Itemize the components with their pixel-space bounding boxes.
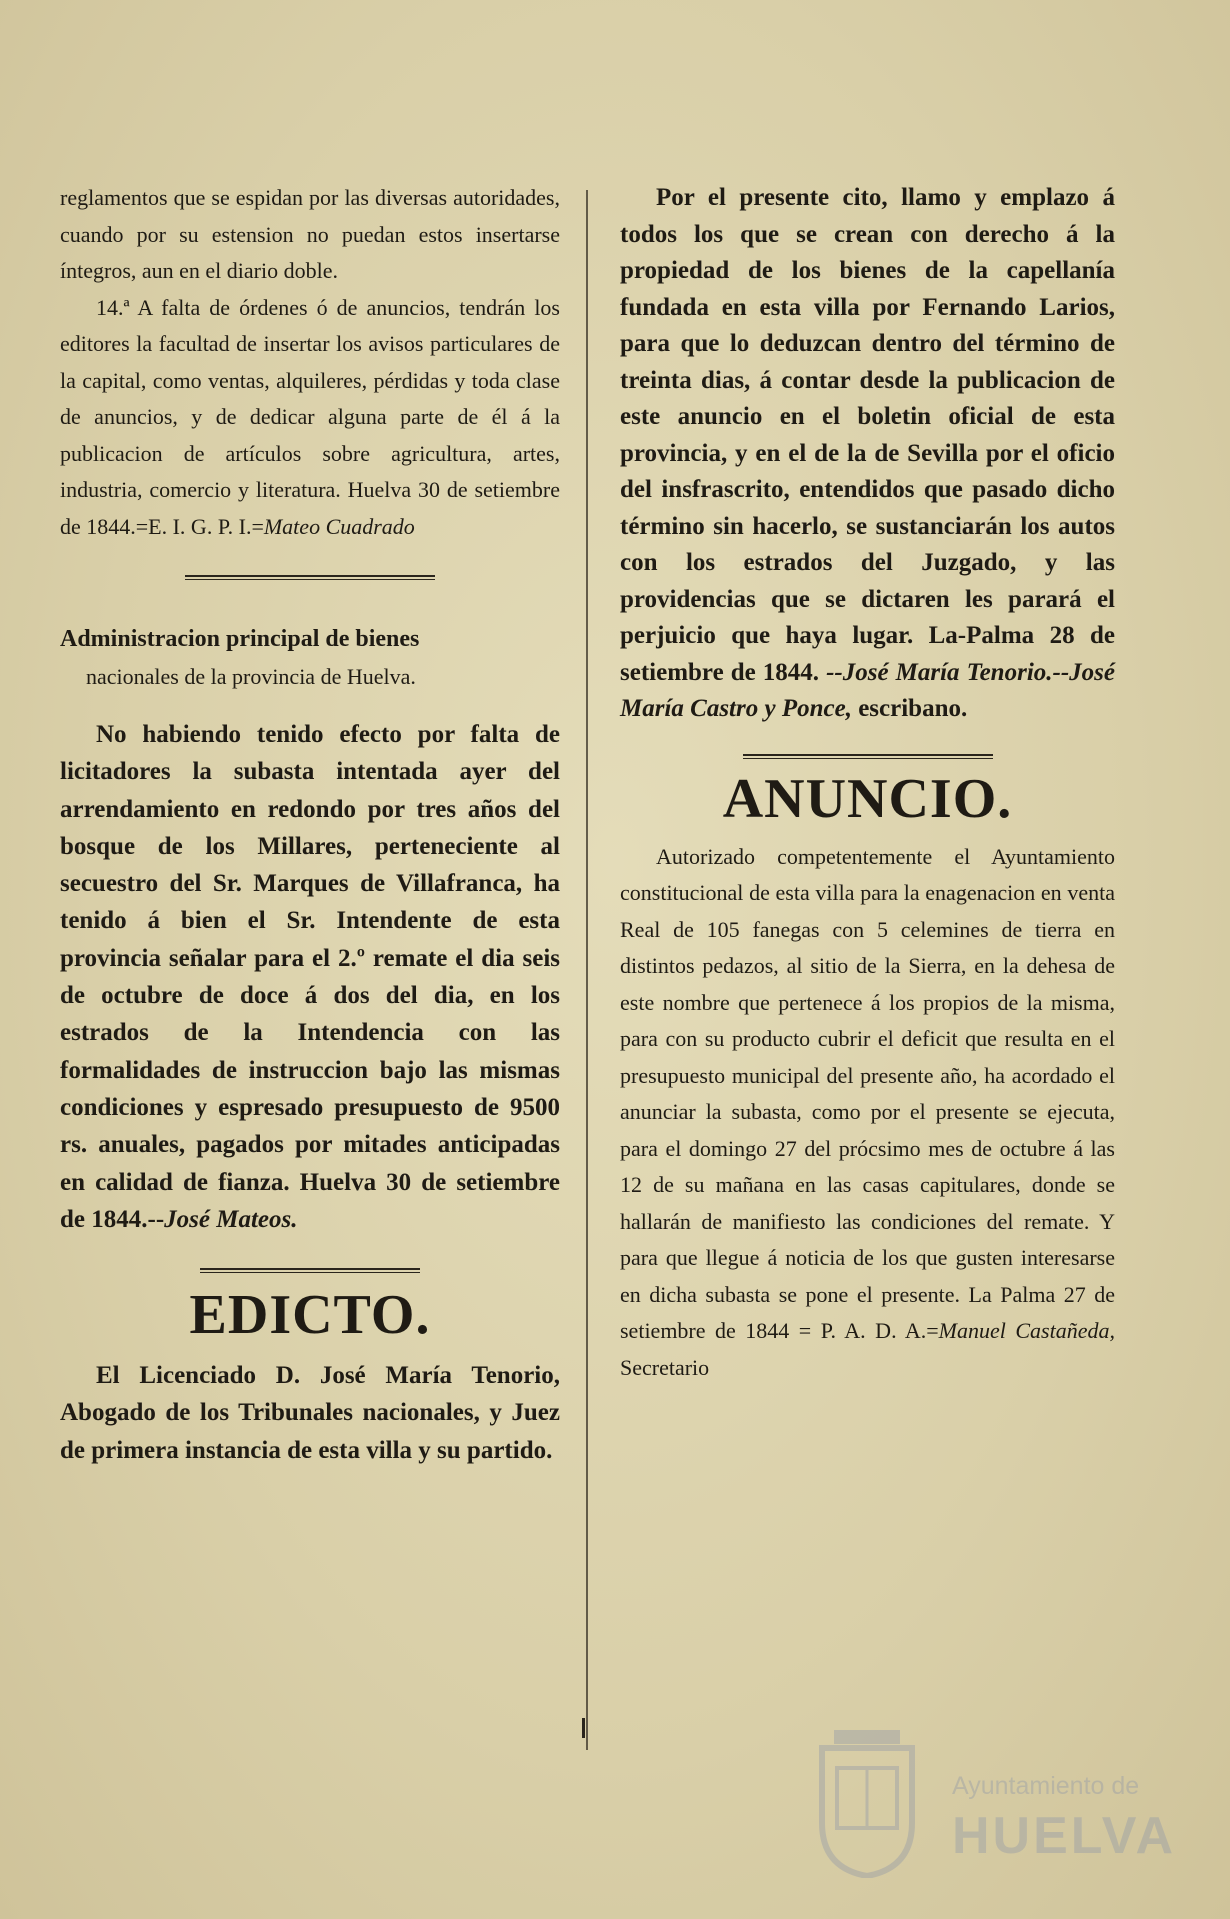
anuncio-signature: Manuel Castañeda, bbox=[938, 1318, 1115, 1343]
section-rule bbox=[185, 575, 435, 580]
watermark-line1: Ayuntamiento de bbox=[952, 1772, 1140, 1800]
edicto-title: EDICTO. bbox=[189, 1284, 431, 1347]
anuncio-signature-tail: Secretario bbox=[620, 1354, 710, 1380]
coat-of-arms-icon bbox=[812, 1728, 922, 1878]
admin-subtitle: nacionales de la provincia de Huelva. bbox=[86, 664, 416, 689]
admin-body bbox=[60, 716, 560, 1238]
admin-heading bbox=[60, 620, 560, 696]
admin-title: Administracion principal de bienes bbox=[60, 626, 420, 652]
continuation-paragraph: reglamentos que se espidan por las diversas autoridades, cuando por su estension no puedan estos insertarse íntegros, aun en el diario doble. bbox=[60, 185, 560, 283]
edicto-continuation-text: Por el presente cito, llamo y emplazo á todos los que se crean con derecho á la propiedad de los bienes de la capellanía fundada en esta villa por Fernando Larios, para que lo deduzcan dentro del término de treinta dias, á contar desde la publicacion de este anuncio en el boletin oficial de esta provincia, y en el de la de Sevilla por el oficio del insfrascrito, entendidos que pasado dicho término sin hacerlo, se sustanciarán los autos con los estrados del Juzgado, y las providencias que se dictaren les parará el perjuicio que haya lugar. La-Palma 28 de setiembre de 1844. bbox=[620, 184, 1115, 686]
column-divider bbox=[586, 190, 588, 1750]
watermark-line2: HUELVA bbox=[952, 1807, 1177, 1865]
edicto-signature: --José María Tenorio.--José María Castro y Ponce, bbox=[620, 658, 1115, 722]
anuncio-body bbox=[620, 839, 1115, 1387]
article-14-paragraph bbox=[60, 290, 560, 546]
admin-body-text: No habiendo tenido efecto por falta de licitadores la subasta intentada ayer del arrendamiento en redondo por tres años del bosque de los Millares, perteneciente al secuestro del Sr. Marques de Villafranca, ha tenido á bien el Sr. Intendente de esta provincia señalar para el 2.º remate el dia seis de octubre de doce á dos del dia, en los estrados de la Intendencia con las formalidades de instruccion bajo las mismas condiciones y espresado presupuesto de 9500 rs. anuales, pagados por mitades anticipadas en calidad de fianza. Huelva 30 de setiembre de 1844.-- bbox=[60, 721, 560, 1233]
left-column bbox=[60, 180, 560, 1469]
article-14-signature: Mateo Cuadrado bbox=[263, 513, 415, 539]
edicto-continuation bbox=[620, 180, 1115, 728]
edicto-body: El Licenciado D. José María Tenorio, Abogado de los Tribunales nacionales, y Juez de primera instancia de esta villa y su partido. bbox=[60, 1362, 560, 1464]
anuncio-body-text: Autorizado competentemente el Ayuntamiento constitucional de esta villa para la enagenacion en venta Real de 105 fanegas con 5 celemines de tierra en distintos pedazos, al sitio de la Sierra, en la dehesa de este nombre que pertenece á los propios de la misma, para con su producto cubrir el deficit que resulta en el presupuesto municipal del presente año, ha acordado el anunciar la subasta, como por el presente se ejecuta, para el domingo 27 del prócsimo mes de octubre á las 12 de su mañana en las casas capitulares, donde se hallarán de manifiesto las condiciones del remate. Y para que llegue á noticia de los que gusten interesarse en dicha subasta se pone el presente. La Palma 27 de setiembre de 1844 = P. A. D. A.= bbox=[620, 843, 1115, 1343]
watermark-logo bbox=[812, 1728, 1177, 1878]
article-14-text: 14.ª A falta de órdenes ó de anuncios, tendrán los editores la facultad de insertar los avisos particulares de la capital, como ventas, alquileres, pérdidas y toda clase de anuncios, y de dedicar alguna parte de él á la publicacion de artículos sobre agricultura, artes, industria, comercio y literatura. Huelva 30 de setiembre de 1844.=E. I. G. P. I.= bbox=[60, 294, 560, 539]
page-mark bbox=[582, 1718, 585, 1738]
right-column bbox=[620, 180, 1115, 1386]
anuncio-title: ANUNCIO. bbox=[722, 767, 1013, 830]
admin-signature: José Mateos. bbox=[164, 1205, 298, 1233]
edicto-signature-tail: escribano. bbox=[851, 695, 968, 722]
section-rule bbox=[200, 1268, 420, 1273]
section-rule bbox=[743, 754, 993, 759]
